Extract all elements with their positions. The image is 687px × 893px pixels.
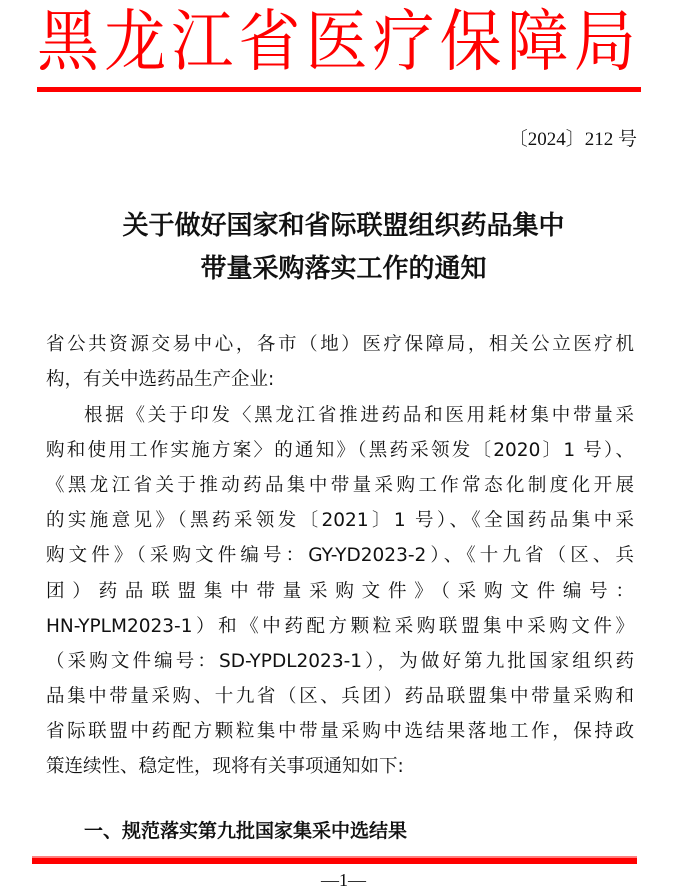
page-number: —1— <box>321 870 366 890</box>
body-line: 根据《关于印发〈黑龙江省推进药品和医用耗材集中带量采 <box>84 405 634 426</box>
body-line: 的实施意见》（黑药采领发〔2021〕1 号）、《全国药品集中采 <box>46 510 634 531</box>
body-line: 省公共资源交易中心，各市（地）医疗保障局，相关公立医疗机 <box>46 334 634 355</box>
document-title-line-2: 带量采购落实工作的通知 <box>200 254 487 284</box>
document-number: 〔2024〕212 号 <box>508 129 637 150</box>
body-line: 品集中带量采购、十九省（区、兵团）药品联盟集中带量采购和 <box>46 686 634 707</box>
issuing-authority-header: 黑龙江省医疗保障局 <box>37 2 641 81</box>
body-line: 购文件》（采购文件编号：GY-YD2023-2）、《十九省（区、兵 <box>46 545 634 566</box>
header-red-rule <box>37 87 641 92</box>
body-line: 策连续性、稳定性，现将有关事项通知如下: <box>46 756 404 777</box>
body-line: 《黑龙江省关于推动药品集中带量采购工作常态化制度化开展 <box>46 475 634 496</box>
section-heading: 一、规范落实第九批国家集采中选结果 <box>84 820 408 842</box>
footer-red-rule <box>32 858 637 864</box>
body-line: 构，有关中选药品生产企业: <box>46 369 275 390</box>
body-line: （采购文件编号：SD-YPDL2023-1），为做好第九批国家组织药 <box>46 651 634 672</box>
body-line: 购和使用工作实施方案〉的通知》（黑药采领发〔2020〕1 号）、 <box>46 440 634 461</box>
body-line: HN-YPLM2023-1）和《中药配方颗粒采购联盟集中采购文件》 <box>46 616 634 637</box>
body-line: 团）药品联盟集中带量采购文件》（采购文件编号： <box>46 581 634 602</box>
body-line: 省际联盟中药配方颗粒集中带量采购中选结果落地工作，保持政 <box>46 721 634 742</box>
document-title-line-1: 关于做好国家和省际联盟组织药品集中 <box>122 211 565 241</box>
